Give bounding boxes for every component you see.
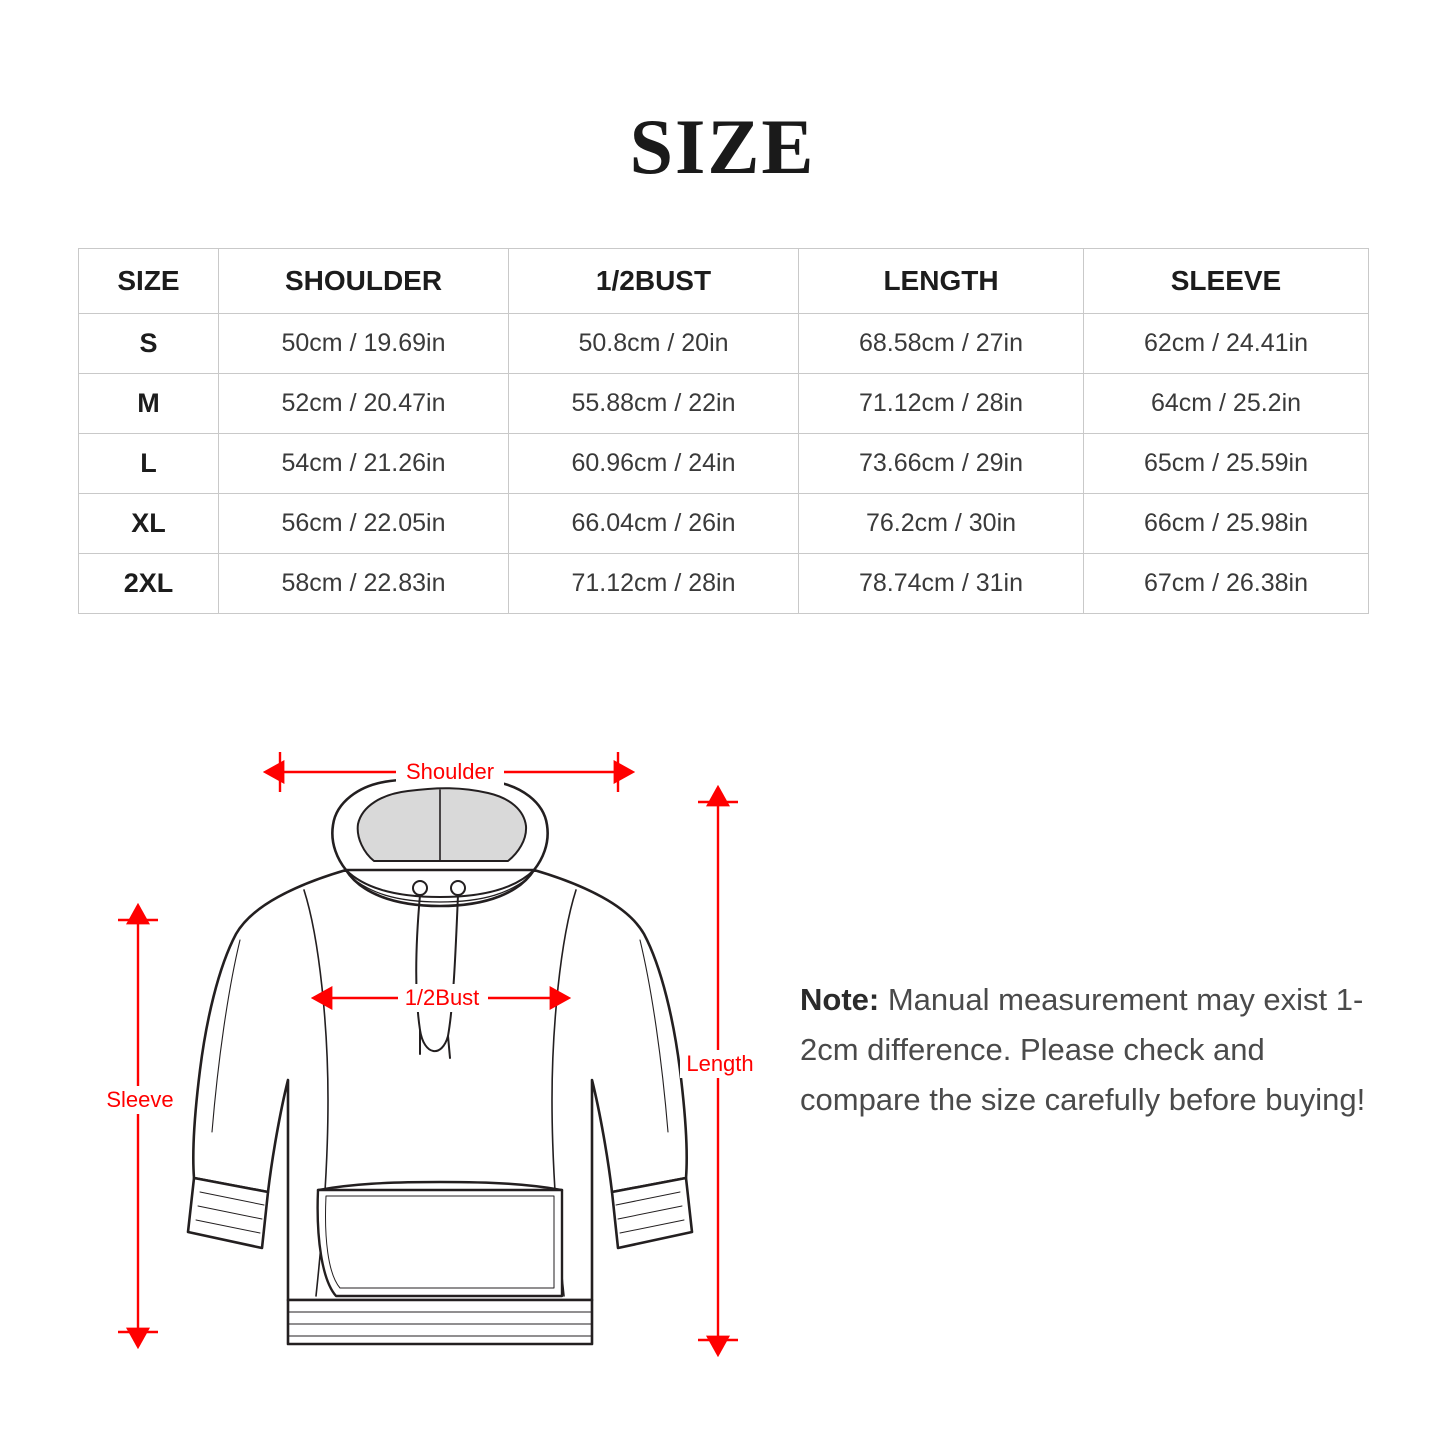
- cell-length: 76.2cm / 30in: [799, 494, 1084, 554]
- table-row: [79, 374, 1369, 434]
- column-header-length: LENGTH: [799, 249, 1084, 314]
- cell-bust: 71.12cm / 28in: [509, 554, 799, 614]
- label-bust: 1/2Bust: [404, 985, 480, 1010]
- cell-size: S: [79, 314, 219, 374]
- column-header-size: SIZE: [79, 249, 219, 314]
- cell-length: 68.58cm / 27in: [799, 314, 1084, 374]
- note-text: Manual measurement may exist 1-2cm difference. Please check and compare the size carefully before buying!: [800, 982, 1366, 1118]
- label-length: Length: [686, 1051, 754, 1076]
- cell-shoulder: 50cm / 19.69in: [219, 314, 509, 374]
- hoodie-illustration: [188, 778, 692, 1344]
- table-row: [79, 494, 1369, 554]
- cell-sleeve: 67cm / 26.38in: [1084, 554, 1369, 614]
- cell-shoulder: 54cm / 21.26in: [219, 434, 509, 494]
- cell-size: M: [79, 374, 219, 434]
- cell-size: 2XL: [79, 554, 219, 614]
- table-row: [79, 314, 1369, 374]
- cell-shoulder: 52cm / 20.47in: [219, 374, 509, 434]
- column-header-sleeve: SLEEVE: [1084, 249, 1369, 314]
- note-label: Note:: [800, 982, 880, 1017]
- cell-shoulder: 56cm / 22.05in: [219, 494, 509, 554]
- cell-size: XL: [79, 494, 219, 554]
- cell-sleeve: 64cm / 25.2in: [1084, 374, 1369, 434]
- measurement-diagram: [90, 740, 790, 1380]
- cell-sleeve: 62cm / 24.41in: [1084, 314, 1369, 374]
- column-header-bust: 1/2BUST: [509, 249, 799, 314]
- cell-sleeve: 65cm / 25.59in: [1084, 434, 1369, 494]
- label-shoulder: Shoulder: [405, 759, 495, 784]
- column-header-shoulder: SHOULDER: [219, 249, 509, 314]
- cell-bust: 50.8cm / 20in: [509, 314, 799, 374]
- cell-length: 78.74cm / 31in: [799, 554, 1084, 614]
- note-block: [800, 975, 1380, 1126]
- table-row: [79, 554, 1369, 614]
- cell-sleeve: 66cm / 25.98in: [1084, 494, 1369, 554]
- table-header-row: [79, 249, 1369, 314]
- cell-length: 73.66cm / 29in: [799, 434, 1084, 494]
- page-title: SIZE: [629, 103, 816, 190]
- table-row: [79, 434, 1369, 494]
- cell-length: 71.12cm / 28in: [799, 374, 1084, 434]
- cell-bust: 60.96cm / 24in: [509, 434, 799, 494]
- label-sleeve: Sleeve: [106, 1087, 174, 1112]
- cell-shoulder: 58cm / 22.83in: [219, 554, 509, 614]
- cell-bust: 66.04cm / 26in: [509, 494, 799, 554]
- size-table: [78, 248, 1369, 614]
- cell-size: L: [79, 434, 219, 494]
- cell-bust: 55.88cm / 22in: [509, 374, 799, 434]
